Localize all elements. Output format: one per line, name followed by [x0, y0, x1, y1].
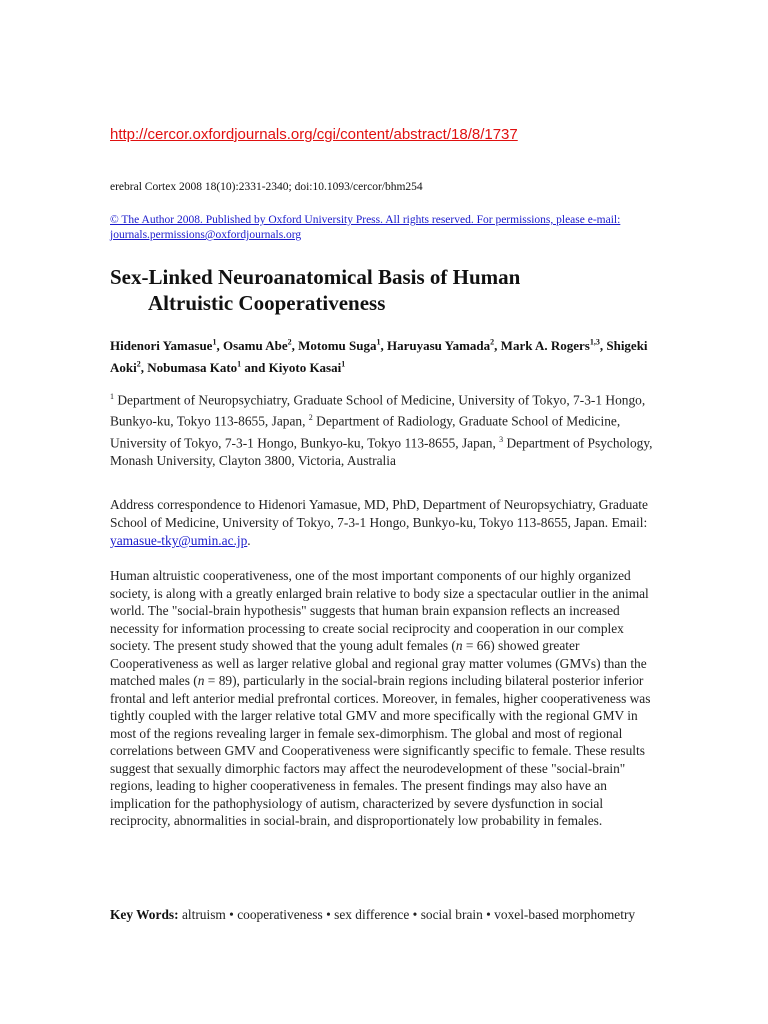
- abstract-paragraph: Human altruistic cooperativeness, one of the most important components of our highly organized society, is along with a greatly enlarged brain relative to body size a spectacular outlier in the animal world. The "social-brain hypothesis" suggests that human brain expansion reflects an increased necessity for information processing to create social reciprocity and cooperation in our complex society. The present study showed that the young adult females (n = 66) showed greater Cooperativeness as well as larger relative global and regional gray matter volumes (GMVs) than the matched males (n = 89), particularly in the social-brain regions including bilateral posterior inferior frontal and left anterior medial prefrontal cortices. Moreover, in females, higher cooperativeness was tightly coupled with the larger relative total GMV and more specifically with the regional GMV in most of the regions revealing larger in female sex-dimorphism. The global and most of regional correlations between GMV and Cooperativeness were significantly specific to female. These results suggest that sexually dimorphic factors may affect the neurodevelopment of these "social-brain" regions, leading to higher cooperativeness in females. The present findings may also have an implication for the pathophysiology of autism, characterized by severe dysfunction in social reciprocity, abnormalities in social-brain, and disproportionately low probability in females.: [110, 568, 651, 828]
- copyright-link[interactable]: © The Author 2008. Published by Oxford University Press. All rights reserved. For permissions, please e-mail: journals.permissions@oxfordjournals.org: [110, 214, 621, 241]
- email-link[interactable]: yamasue-tky@umin.ac.jp: [110, 533, 248, 548]
- author: Hidenori Yamasue$^1$,: [110, 338, 223, 354]
- author: Motomu Suga$^1$,: [298, 338, 387, 354]
- keywords-list: altruism • cooperativeness • sex difference • social brain • voxel-based morphometry: [181, 907, 636, 922]
- journal-citation: erebral Cortex 2008 18(10):2331-2340; doi:10.1093/cercor/bhm254: [110, 181, 423, 193]
- affiliations: $^1$ Department of Neuropsychiatry, Graduate School of Medicine, University of Tokyo, 7-3-1 Hongo, Bunkyo-ku, Tokyo 113-8655, Japan, $^2$ Department of Radiology, Graduate School of Medicine, University of Tokyo, 7-3-1 Hongo, Bunkyo-ku, Tokyo 113-8655, Japan, $^3$ Department of Psychology, Monash University, Clayton 3800, Victoria, Australia: [110, 392, 653, 469]
- keywords: [110, 906, 670, 924]
- author: Kiyoto Kasai$^1$: [268, 359, 346, 375]
- author: Mark A. Rogers$^{1,3}$,: [500, 338, 607, 354]
- author: Osamu Abe$^2$,: [222, 338, 299, 354]
- title-line-1: Sex-Linked Neuroanatomical Basis of Human: [110, 265, 521, 289]
- author: Shigeki Aoki$^2$,: [110, 338, 648, 375]
- author: Haruyasu Yamada$^2$,: [386, 338, 501, 354]
- keywords-label: Key Words:: [110, 907, 179, 922]
- article-url-link[interactable]: http://cercor.oxfordjournals.org/cgi/content/abstract/18/8/1737: [110, 126, 518, 143]
- author-list: [110, 334, 670, 377]
- article-title: [110, 264, 670, 316]
- correspondence-address: Address correspondence to Hidenori Yamasue, MD, PhD, Department of Neuropsychiatry, Graduate School of Medicine, University of Tokyo, 7-3-1 Hongo, Bunkyo-ku, Tokyo 113-8655, Japan. Email: yamasue-tky@umin.ac.jp.: [110, 497, 648, 548]
- author: Nobumasa Kato$^1$ and: [147, 359, 269, 375]
- title-line-2: Altruistic Cooperativeness: [148, 291, 386, 315]
